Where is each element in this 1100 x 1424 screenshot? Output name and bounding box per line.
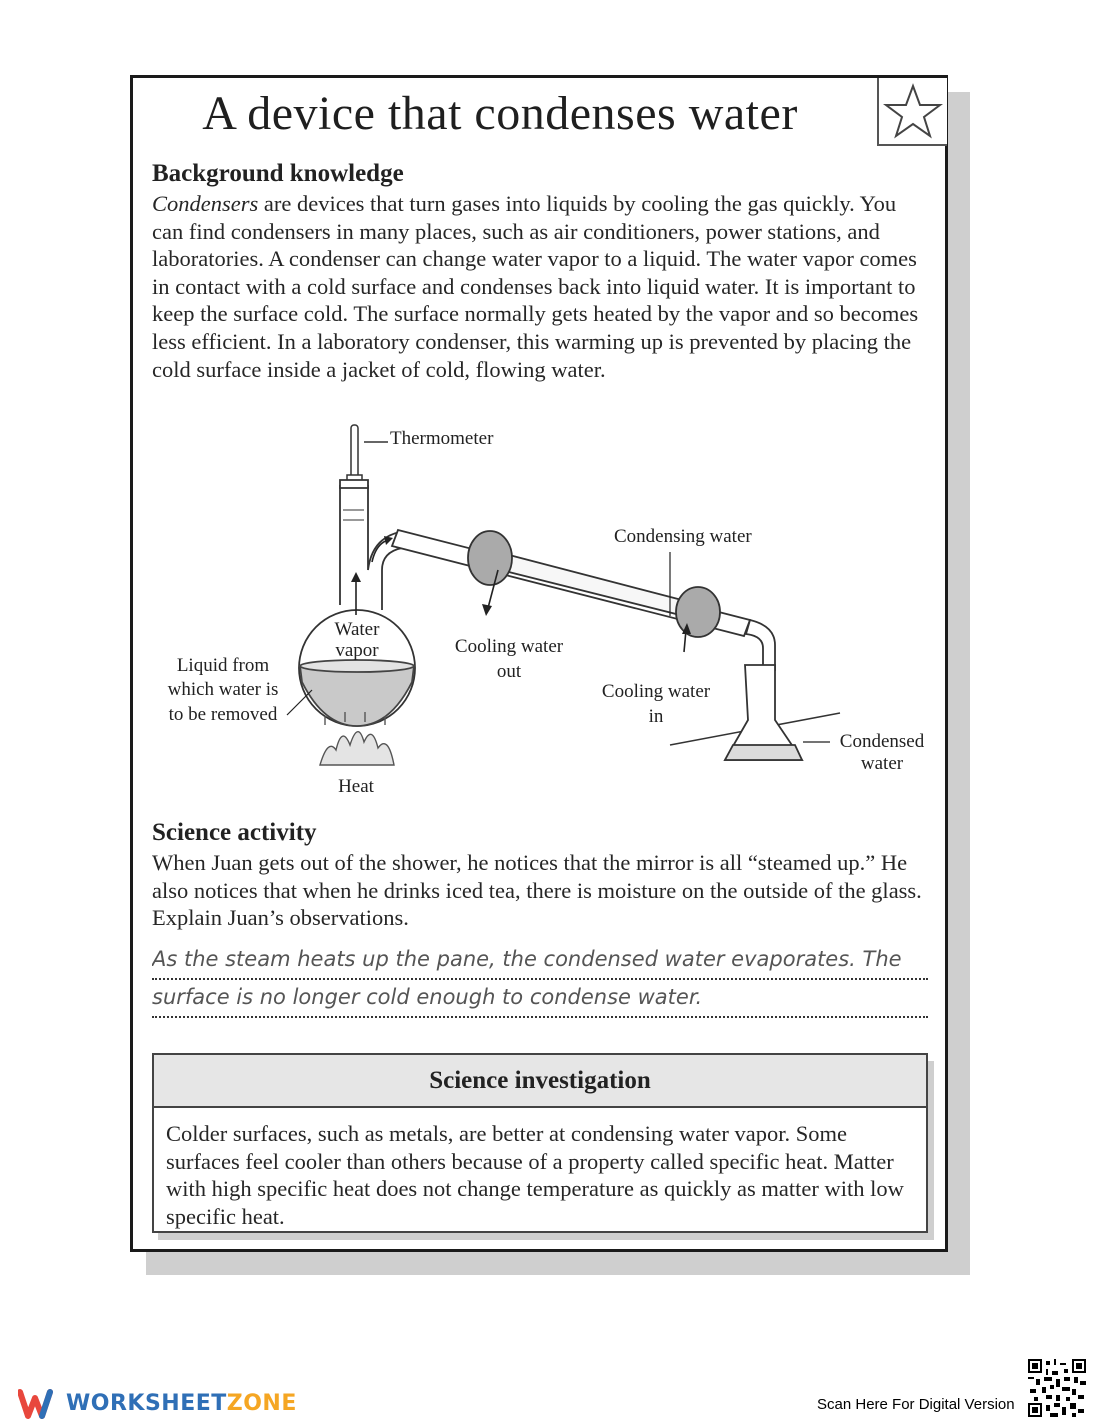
activity-text: When Juan gets out of the shower, he notices that the mirror is all “steamed up.” He also notices that when he drinks iced tea, there is moisture on the outside of the glass. Explain Juan’s observations. <box>152 850 922 931</box>
label-heat: Heat <box>338 776 374 797</box>
investigation-text: Colder surfaces, such as metals, are better at condensing water vapor. Some surfaces feel cooler than others because of a property called specific heat. Matter with high specific heat does not change temperature as quickly as matter with low specific heat. <box>166 1121 904 1229</box>
activity-heading: Science activity <box>152 819 317 846</box>
logo-w-icon <box>18 1386 60 1420</box>
label-condensed-1: Condensed <box>839 731 925 752</box>
brand-zone: ZONE <box>226 1390 297 1416</box>
investigation-heading: Science investigation <box>154 1055 926 1108</box>
label-cooling-out-1: Cooling water <box>454 636 564 657</box>
label-cooling-in-2: in <box>648 706 664 727</box>
thermometer-drawing <box>347 425 388 487</box>
condensers-term: Condensers <box>152 191 259 216</box>
label-water-vapor-2: vapor <box>335 640 379 661</box>
label-thermometer: Thermometer <box>390 428 494 449</box>
label-cooling-out-2: out <box>496 661 522 682</box>
label-condensing-water: Condensing water <box>614 526 752 547</box>
qr-code-icon[interactable] <box>1028 1359 1086 1417</box>
condenser-tube <box>392 530 775 670</box>
investigation-box <box>152 1053 928 1233</box>
brand-name <box>66 1391 297 1416</box>
label-cooling-in-1: Cooling water <box>601 681 711 702</box>
background-heading: Background knowledge <box>152 160 404 187</box>
page-title: A device that condenses water <box>202 87 798 140</box>
answer-line-2[interactable]: surface is no longer cold enough to condense water. <box>152 982 928 1018</box>
answer-line-1[interactable]: As the steam heats up the pane, the condensed water evaporates. The <box>152 944 928 980</box>
distilling-flask <box>299 480 415 726</box>
label-liquid-3: to be removed <box>168 704 278 725</box>
background-paragraph <box>152 190 927 383</box>
worksheetzone-logo[interactable] <box>18 1385 297 1421</box>
label-condensed-2: water <box>860 753 904 774</box>
condenser-diagram <box>150 420 950 805</box>
label-liquid-1: Liquid from <box>176 655 270 676</box>
brand-worksheet: WORKSHEET <box>66 1390 227 1416</box>
background-text: are devices that turn gases into liquids by cooling the gas quickly. You can find condensers in many places, such as air conditioners, power stations, and laboratories. A condenser can change water vapor to a liquid. The water vapor comes in contact with a cold surface and condenses back into liquid water. It is important to keep the surface cold. The surface normally gets heated by the vapor and so becomes less efficient. In a laboratory condenser, this warming up is prevented by placing the cold surface inside a jacket of cold, flowing water. <box>152 191 919 382</box>
scan-text: Scan Here For Digital Version <box>817 1396 1015 1413</box>
label-water-vapor-1: Water <box>334 619 380 640</box>
label-liquid-2: which water is <box>167 679 279 700</box>
receiving-flask <box>725 665 802 760</box>
